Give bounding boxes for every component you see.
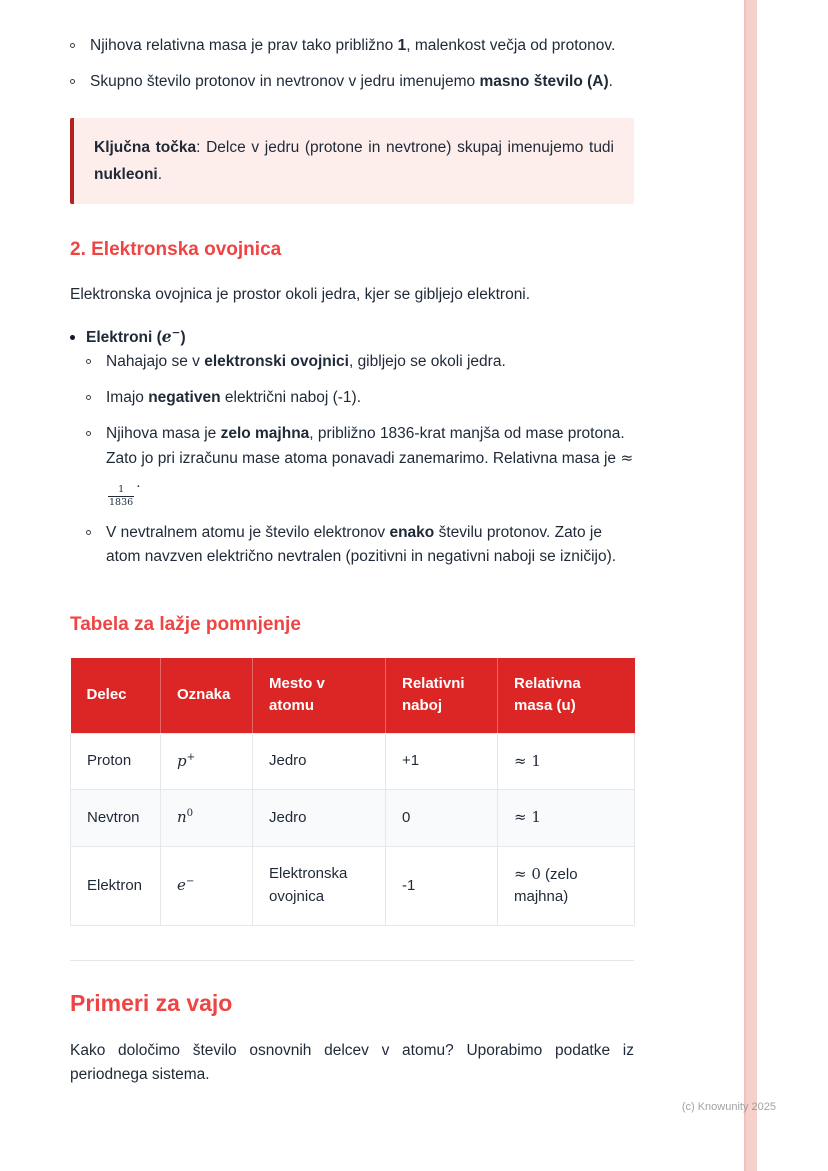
column-header-masa: Relativna masa (u) xyxy=(498,658,635,734)
circle-bullet-icon xyxy=(86,350,106,374)
cell-delec: Elektron xyxy=(71,846,161,925)
list-item xyxy=(86,521,634,569)
cell-naboj: -1 xyxy=(386,846,498,925)
cell-mesto: Elektronska ovojnica xyxy=(253,846,386,925)
nucleus-bullet-list xyxy=(70,34,634,94)
circle-bullet-icon xyxy=(86,521,106,569)
particles-table xyxy=(70,658,635,926)
circle-bullet-icon xyxy=(86,386,106,410)
table-row xyxy=(71,846,635,925)
table-row xyxy=(71,790,635,847)
cell-oznaka: p+ xyxy=(161,733,253,790)
document-content xyxy=(70,34,634,1087)
practice-paragraph: Kako določimo število osnovnih delcev v atomu? Uporabimo podatke iz periodnega sistema. xyxy=(70,1041,634,1083)
list-item xyxy=(70,70,634,94)
cell-naboj: 0 xyxy=(386,790,498,847)
section-divider xyxy=(70,960,634,961)
list-item xyxy=(86,350,634,374)
list-item xyxy=(70,325,634,581)
disc-bullet-icon xyxy=(70,325,86,581)
section-heading-tabela: Tabela za lažje pomnjenje xyxy=(70,614,301,636)
cell-oznaka: e− xyxy=(161,846,253,925)
table-row xyxy=(71,733,635,790)
cell-mesto: Jedro xyxy=(253,733,386,790)
column-header-naboj: Relativni naboj xyxy=(386,658,498,734)
list-item-text: V nevtralnem atomu je število elektronov enako številu protonov. Zato je atom navzven električno nevtralen (pozitivni in negativni naboji se izničijo). xyxy=(106,524,617,566)
cell-mesto: Jedro xyxy=(253,790,386,847)
list-item xyxy=(86,386,634,410)
callout-text: Ključna točka: Delce v jedru (protone in nevtrone) skupaj imenujemo tudi nukleoni. xyxy=(94,139,614,184)
column-header-mesto: Mesto v atomu xyxy=(253,658,386,734)
cell-masa: ≈ 1 xyxy=(498,790,635,847)
circle-bullet-icon xyxy=(70,34,90,58)
page-edge-stripe xyxy=(744,0,757,1171)
list-item-title: Elektroni (e−) xyxy=(86,326,186,346)
list-item xyxy=(70,34,634,58)
list-item-text: Nahajajo se v elektronski ovojnici, gibljejo se okoli jedra. xyxy=(106,353,506,370)
cell-masa: ≈ 1 xyxy=(498,733,635,790)
list-item-text: Njihova relativna masa je prav tako približno 1, malenkost večja od protonov. xyxy=(90,37,616,54)
list-item-text: Imajo negativen električni naboj (-1). xyxy=(106,389,361,407)
section-heading-elektronska-ovojnica: 2. Elektronska ovojnica xyxy=(70,239,282,261)
cell-masa: ≈ 0 (zelo majhna) xyxy=(498,846,635,925)
column-header-oznaka: Oznaka xyxy=(161,658,253,734)
electrons-sub-list xyxy=(86,350,634,569)
cell-oznaka: $n^0$ xyxy=(161,790,253,847)
table-header-row xyxy=(71,658,635,734)
cell-delec: Proton xyxy=(71,733,161,790)
column-header-delec: Delec xyxy=(71,658,161,734)
list-item-text: Njihova masa je zelo majhna, približno 1836-krat manjša od mase protona. Zato jo pri izračunu mase atoma ponavadi zanemarimo. Relativna masa je ≈ $\frac{1}{1836}$ . xyxy=(106,425,634,509)
cell-naboj: +1 xyxy=(386,733,498,790)
watermark: (c) Knowunity 2025 xyxy=(681,1101,776,1113)
key-point-callout xyxy=(70,118,634,204)
section-intro-paragraph: Elektronska ovojnica je prostor okoli jedra, kjer se gibljejo elektroni. xyxy=(70,285,531,303)
section-heading-primeri-za-vajo: Primeri za vajo xyxy=(70,989,233,1016)
electrons-bullet-list xyxy=(70,325,634,581)
list-item xyxy=(86,422,634,509)
list-item-text: Skupno število protonov in nevtronov v jedru imenujemo masno število (A). xyxy=(90,73,613,91)
cell-delec: Nevtron xyxy=(71,790,161,847)
circle-bullet-icon xyxy=(70,70,90,94)
circle-bullet-icon xyxy=(86,422,106,509)
